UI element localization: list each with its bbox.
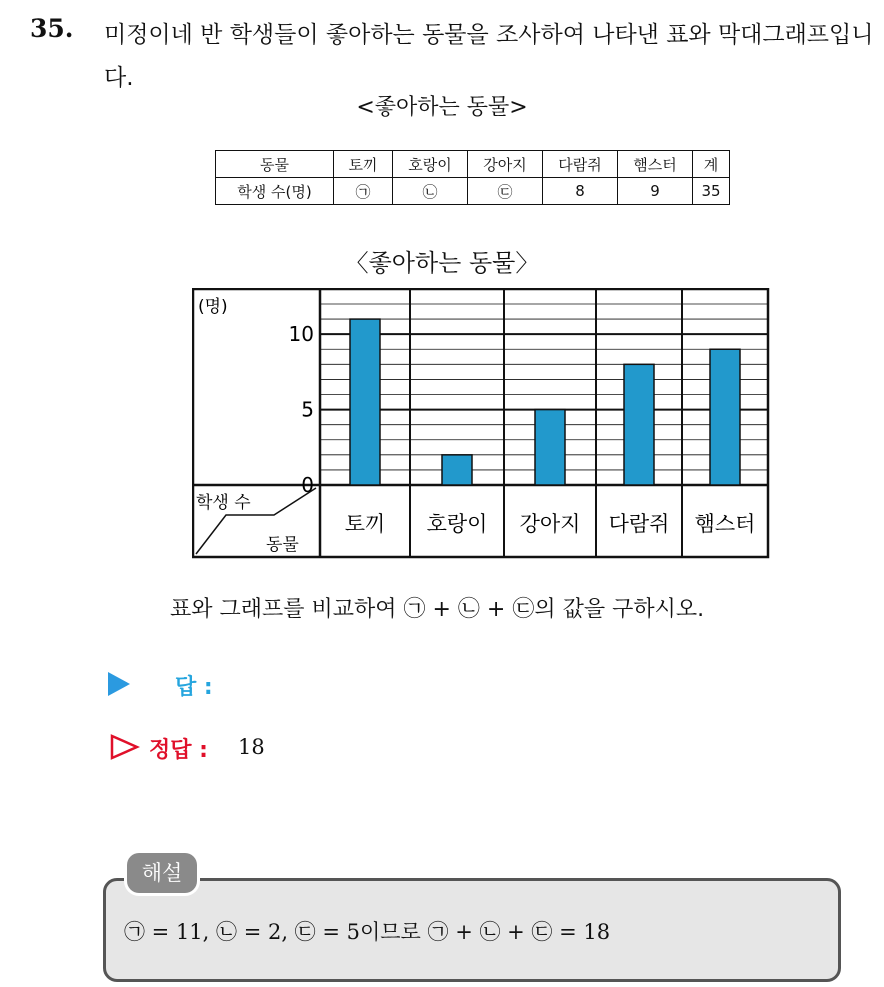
corner-bottom-label: 동물 — [266, 535, 299, 555]
bar — [710, 349, 740, 485]
x-category-label: 햄스터 — [694, 512, 756, 536]
chart-title: 〈좋아하는 동물〉 — [344, 249, 540, 277]
y-tick-label: 0 — [301, 473, 314, 497]
table-cell: 토끼 — [334, 151, 393, 178]
table-cell: 강아지 — [468, 151, 543, 178]
bar — [535, 410, 565, 485]
bar-chart — [192, 288, 770, 560]
table-header-row — [216, 151, 730, 178]
bar — [350, 319, 380, 485]
table-cell: 호랑이 — [393, 151, 468, 178]
solution-text: ㉠ = 11, ㉡ = 2, ㉢ = 5이므로 ㉠ + ㉡ + ㉢ = 18 — [124, 920, 611, 944]
table-cell: ㉠ — [334, 178, 393, 205]
question-text: 미정이네 반 학생들이 좋아하는 동물을 조사하여 나타낸 표와 막대그래프입니다. — [104, 22, 874, 91]
table-cell: ㉡ — [393, 178, 468, 205]
y-tick-label: 10 — [288, 322, 314, 347]
corner-top-label: 학생 수 — [196, 493, 251, 513]
table-cell: 계 — [693, 151, 730, 178]
y-tick-label: 5 — [301, 397, 314, 422]
table-cell: 동물 — [216, 151, 334, 178]
bar — [442, 455, 472, 485]
correct-answer-label: 정답 : — [149, 738, 208, 763]
table-cell: ㉢ — [468, 178, 543, 205]
question-number: 35. — [30, 14, 74, 43]
x-category-label: 토끼 — [344, 512, 386, 536]
table-cell: 학생 수(명) — [216, 178, 334, 205]
data-table — [215, 150, 730, 205]
table-data-row — [216, 178, 730, 205]
table-cell: 8 — [543, 178, 618, 205]
question-prompt: 표와 그래프를 비교하여 ㉠ + ㉡ + ㉢의 값을 구하시오. — [170, 597, 705, 622]
y-unit-label: (명) — [198, 297, 228, 317]
answer-label: 답 : — [175, 675, 213, 700]
table-cell: 다람쥐 — [543, 151, 618, 178]
x-category-label: 호랑이 — [426, 512, 488, 536]
x-category-label: 다람쥐 — [608, 512, 670, 536]
table-cell: 35 — [693, 178, 730, 205]
correct-answer-value: 18 — [238, 735, 265, 759]
bar — [624, 364, 654, 485]
table-cell: 햄스터 — [618, 151, 693, 178]
table-cell: 9 — [618, 178, 693, 205]
correct-arrow-icon — [110, 734, 140, 760]
answer-arrow-icon — [108, 672, 130, 696]
table-title: <좋아하는 동물> — [356, 95, 528, 120]
solution-tag: 해설 — [127, 853, 197, 893]
x-category-label: 강아지 — [519, 512, 581, 536]
